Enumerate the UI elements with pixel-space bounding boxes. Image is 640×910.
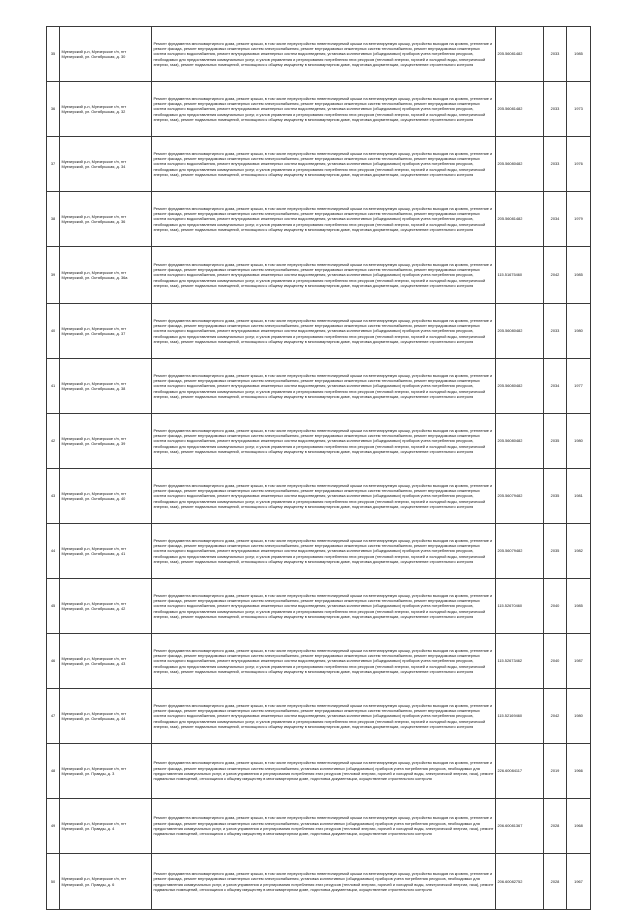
table-row [47,414,591,469]
planned-year-cell: 2042 [544,689,567,744]
address-cell: Муезерский р-н, Муезерское г/п, пгт Муезерский, ул. Октябрьская, д. 30 [60,27,152,82]
planned-year-cell: 2033 [544,27,567,82]
row-number-cell: 38 [47,192,60,247]
area-value-cell: 115.52670460 [496,579,544,634]
planned-year-cell: 2035 [544,524,567,579]
row-number-cell: 37 [47,137,60,192]
area-value-cell: 115.52673462 [496,634,544,689]
row-number-cell: 47 [47,689,60,744]
build-year-cell: 1980 [567,689,591,744]
row-number-cell: 40 [47,304,60,359]
table-row [47,469,591,524]
area-value-cell: 206.60081367 [496,799,544,854]
area-value-cell: 205.56081482 [496,192,544,247]
address-cell: Муезерский р-н, Муезерское г/п, пгт Муезерский, ул. Октябрьская, д. 43 [60,634,152,689]
works-description-cell: Ремонт фундамента многоквартирного дома, ремонт крыши, в том числе переустройство невентилируемой крыши на вентилируемую крышу, устройство выходов на кровлю, утепление и ремонт фасада, ремонт внутридомовых инженерных систем электроснабжения, ремонт внутридомовых инженерных систем теплоснабжения, ремонт внутридомовых инженерных систем холодного водоснабжения, ремонт внутридомовых инженерных систем водоотведения, установка коллективных (общедомовых) приборов учета потребления ресурсов, необходимых для предоставления коммунальных услуг, и узлов управления и регулирования потребления этих ресурсов (тепловой энергии, горячей и холодной воды, электрической энергии, газа), ремонт подвальных помещений, относящихся к общему имуществу в многоквартирном доме, подготовка документации, осуществление строительного контроля [152,27,496,82]
address-cell: Муезерский р-н, Муезерское г/п, пгт Муезерский, ул. Октябрьская, д. 41 [60,524,152,579]
works-description-cell: Ремонт фундамента многоквартирного дома, ремонт крыши, в том числе переустройство невентилируемой крыши на вентилируемую крышу, устройство выходов на кровлю, утепление и ремонт фасада, ремонт внутридомовых инженерных систем электроснабжения, установка коллективных (общедомовых) приборов учета потребления ресурсов, необходимых для предоставления коммунальных услуг, и узлов управления и регулирования потребления этих ресурсов (тепловой энергии, горячей и холодной воды, электрической энергии, газа), ремонт подвальных помещений, относящихся к общему имуществу в многоквартирном доме, подготовка документации, осуществление строительного контроля [152,744,496,799]
planned-year-cell: 2042 [544,247,567,304]
table-row [47,799,591,854]
address-cell: Муезерский р-н, Муезерское г/п, пгт Муезерский, ул. Октябрьская, д. 40 [60,469,152,524]
area-value-cell: 205.56080482 [496,414,544,469]
build-year-cell: 1987 [567,634,591,689]
works-description-cell: Ремонт фундамента многоквартирного дома, ремонт крыши, в том числе переустройство невентилируемой крыши на вентилируемую крышу, устройство выходов на кровлю, утепление и ремонт фасада, ремонт внутридомовых инженерных систем электроснабжения, ремонт внутридомовых инженерных систем теплоснабжения, ремонт внутридомовых инженерных систем холодного водоснабжения, ремонт внутридомовых инженерных систем водоотведения, установка коллективных (общедомовых) приборов учета потребления ресурсов, необходимых для предоставления коммунальных услуг, и узлов управления и регулирования потребления этих ресурсов (тепловой энергии, горячей и холодной воды, электрической энергии, газа), ремонт подвальных помещений, относящихся к общему имуществу в многоквартирном доме, подготовка документации, осуществление строительного контроля [152,137,496,192]
area-value-cell: 205.56080482 [496,304,544,359]
table-row [47,744,591,799]
build-year-cell: 1976 [567,137,591,192]
build-year-cell: 1985 [567,27,591,82]
row-number-cell: 50 [47,854,60,910]
works-description-cell: Ремонт фундамента многоквартирного дома, ремонт крыши, в том числе переустройство невентилируемой крыши на вентилируемую крышу, устройство выходов на кровлю, утепление и ремонт фасада, ремонт внутридомовых инженерных систем электроснабжения, ремонт внутридомовых инженерных систем теплоснабжения, ремонт внутридомовых инженерных систем холодного водоснабжения, ремонт внутридомовых инженерных систем водоотведения, установка коллективных (общедомовых) приборов учета потребления ресурсов, необходимых для предоставления коммунальных услуг, и узлов управления и регулирования потребления этих ресурсов (тепловой энергии, горячей и холодной воды, электрической энергии, газа), ремонт подвальных помещений, относящихся к общему имуществу в многоквартирном доме, подготовка документации, осуществление строительного контроля [152,247,496,304]
address-cell: Муезерский р-н, Муезерское г/п, пгт Муезерский, ул. Правды, д. 6 [60,854,152,910]
address-cell: Муезерский р-н, Муезерское г/п, пгт Муезерский, ул. Октябрьская, д. 39 [60,414,152,469]
planned-year-cell: 2034 [544,192,567,247]
address-cell: Муезерский р-н, Муезерское г/п, пгт Муезерский, ул. Октябрьская, д. 36 [60,192,152,247]
area-value-cell: 205.56081482 [496,27,544,82]
row-number-cell: 43 [47,469,60,524]
area-value-cell: 115.51675460 [496,247,544,304]
planned-year-cell: 2033 [544,304,567,359]
build-year-cell: 1977 [567,359,591,414]
table-row [47,137,591,192]
row-number-cell: 35 [47,27,60,82]
address-cell: Муезерский р-н, Муезерское г/п, пгт Муезерский, ул. Октябрьская, д. 44 [60,689,152,744]
address-cell: Муезерский р-н, Муезерское г/п, пгт Муезерский, ул. Правды, д. 3 [60,744,152,799]
row-number-cell: 41 [47,359,60,414]
table-row [47,854,591,910]
build-year-cell: 1985 [567,247,591,304]
area-value-cell: 226.60084117 [496,744,544,799]
housing-repair-table-page [46,26,590,910]
row-number-cell: 36 [47,82,60,137]
row-number-cell: 42 [47,414,60,469]
build-year-cell: 1973 [567,82,591,137]
planned-year-cell: 2035 [544,469,567,524]
table-row [47,27,591,82]
build-year-cell: 1985 [567,579,591,634]
planned-year-cell: 2028 [544,854,567,910]
works-description-cell: Ремонт фундамента многоквартирного дома, ремонт крыши, в том числе переустройство невентилируемой крыши на вентилируемую крышу, устройство выходов на кровлю, утепление и ремонт фасада, ремонт внутридомовых инженерных систем электроснабжения, ремонт внутридомовых инженерных систем теплоснабжения, ремонт внутридомовых инженерных систем холодного водоснабжения, ремонт внутридомовых инженерных систем водоотведения, установка коллективных (общедомовых) приборов учета потребления ресурсов, необходимых для предоставления коммунальных услуг, и узлов управления и регулирования потребления этих ресурсов (тепловой энергии, горячей и холодной воды, электрической энергии, газа), ремонт подвальных помещений, относящихся к общему имуществу в многоквартирном доме, подготовка документации, осуществление строительного контроля [152,634,496,689]
table-row [47,304,591,359]
planned-year-cell: 2035 [544,414,567,469]
planned-year-cell: 2034 [544,359,567,414]
row-number-cell: 44 [47,524,60,579]
row-number-cell: 46 [47,634,60,689]
address-cell: Муезерский р-н, Муезерское г/п, пгт Муезерский, ул. Правды, д. 4 [60,799,152,854]
table-row [47,192,591,247]
table-row [47,524,591,579]
table-row [47,634,591,689]
planned-year-cell: 2028 [544,799,567,854]
row-number-cell: 39 [47,247,60,304]
table-row [47,247,591,304]
table-row [47,689,591,744]
works-description-cell: Ремонт фундамента многоквартирного дома, ремонт крыши, в том числе переустройство невентилируемой крыши на вентилируемую крышу, устройство выходов на кровлю, утепление и ремонт фасада, ремонт внутридомовых инженерных систем электроснабжения, ремонт внутридомовых инженерных систем теплоснабжения, ремонт внутридомовых инженерных систем холодного водоснабжения, ремонт внутридомовых инженерных систем водоотведения, установка коллективных (общедомовых) приборов учета потребления ресурсов, необходимых для предоставления коммунальных услуг, и узлов управления и регулирования потребления этих ресурсов (тепловой энергии, горячей и холодной воды, электрической энергии, газа), ремонт подвальных помещений, относящихся к общему имуществу в многоквартирном доме, подготовка документации, осуществление строительного контроля [152,359,496,414]
address-cell: Муезерский р-н, Муезерское г/п, пгт Муезерский, ул. Октябрьская, д. 37 [60,304,152,359]
build-year-cell: 1981 [567,469,591,524]
address-cell: Муезерский р-н, Муезерское г/п, пгт Муезерский, ул. Октябрьская, д. 32 [60,82,152,137]
build-year-cell: 1967 [567,854,591,910]
table-body [47,27,591,910]
table-row [47,579,591,634]
table-row [47,359,591,414]
address-cell: Муезерский р-н, Муезерское г/п, пгт Муезерский, ул. Октябрьская, д. 42 [60,579,152,634]
address-cell: Муезерский р-н, Муезерское г/п, пгт Муезерский, ул. Октябрьская, д. 38 [60,359,152,414]
build-year-cell: 1966 [567,744,591,799]
address-cell: Муезерский р-н, Муезерское г/п, пгт Муезерский, ул. Октябрьская, д. 36а [60,247,152,304]
planned-year-cell: 2019 [544,744,567,799]
works-description-cell: Ремонт фундамента многоквартирного дома, ремонт крыши, в том числе переустройство невентилируемой крыши на вентилируемую крышу, устройство выходов на кровлю, утепление и ремонт фасада, ремонт внутридомовых инженерных систем электроснабжения, ремонт внутридомовых инженерных систем теплоснабжения, ремонт внутридомовых инженерных систем холодного водоснабжения, ремонт внутридомовых инженерных систем водоотведения, установка коллективных (общедомовых) приборов учета потребления ресурсов, необходимых для предоставления коммунальных услуг, и узлов управления и регулирования потребления этих ресурсов (тепловой энергии, горячей и холодной воды, электрической энергии, газа), ремонт подвальных помещений, относящихся к общему имуществу в многоквартирном доме, подготовка документации, осуществление строительного контроля [152,192,496,247]
area-value-cell: 205.56081482 [496,82,544,137]
works-description-cell: Ремонт фундамента многоквартирного дома, ремонт крыши, в том числе переустройство невентилируемой крыши на вентилируемую крышу, устройство выходов на кровлю, утепление и ремонт фасада, ремонт внутридомовых инженерных систем электроснабжения, установка коллективных (общедомовых) приборов учета потребления ресурсов, необходимых для предоставления коммунальных услуг, и узлов управления и регулирования потребления этих ресурсов (тепловой энергии, горячей и холодной воды, электрической энергии, газа), ремонт подвальных помещений, относящихся к общему имуществу в многоквартирном доме, подготовка документации, осуществление строительного контроля [152,854,496,910]
area-value-cell: 205.56080482 [496,359,544,414]
planned-year-cell: 2033 [544,82,567,137]
planned-year-cell: 2040 [544,579,567,634]
build-year-cell: 1979 [567,192,591,247]
works-description-cell: Ремонт фундамента многоквартирного дома, ремонт крыши, в том числе переустройство невентилируемой крыши на вентилируемую крышу, устройство выходов на кровлю, утепление и ремонт фасада, ремонт внутридомовых инженерных систем электроснабжения, установка коллективных (общедомовых) приборов учета потребления ресурсов, необходимых для предоставления коммунальных услуг, и узлов управления и регулирования потребления этих ресурсов (тепловой энергии, горячей и холодной воды, электрической энергии, газа), ремонт подвальных помещений, относящихся к общему имуществу в многоквартирном доме, подготовка документации, осуществление строительного контроля [152,799,496,854]
table-row [47,82,591,137]
planned-year-cell: 2033 [544,137,567,192]
area-value-cell: 205.56080482 [496,137,544,192]
build-year-cell: 1968 [567,799,591,854]
row-number-cell: 45 [47,579,60,634]
area-value-cell: 206.60082752 [496,854,544,910]
works-description-cell: Ремонт фундамента многоквартирного дома, ремонт крыши, в том числе переустройство невентилируемой крыши на вентилируемую крышу, устройство выходов на кровлю, утепление и ремонт фасада, ремонт внутридомовых инженерных систем электроснабжения, ремонт внутридомовых инженерных систем теплоснабжения, ремонт внутридомовых инженерных систем холодного водоснабжения, ремонт внутридомовых инженерных систем водоотведения, установка коллективных (общедомовых) приборов учета потребления ресурсов, необходимых для предоставления коммунальных услуг, и узлов управления и регулирования потребления этих ресурсов (тепловой энергии, горячей и холодной воды, электрической энергии, газа), ремонт подвальных помещений, относящихся к общему имуществу в многоквартирном доме, подготовка документации, осуществление строительного контроля [152,414,496,469]
works-description-cell: Ремонт фундамента многоквартирного дома, ремонт крыши, в том числе переустройство невентилируемой крыши на вентилируемую крышу, устройство выходов на кровлю, утепление и ремонт фасада, ремонт внутридомовых инженерных систем электроснабжения, ремонт внутридомовых инженерных систем теплоснабжения, ремонт внутридомовых инженерных систем холодного водоснабжения, ремонт внутридомовых инженерных систем водоотведения, установка коллективных (общедомовых) приборов учета потребления ресурсов, необходимых для предоставления коммунальных услуг, и узлов управления и регулирования потребления этих ресурсов (тепловой энергии, горячей и холодной воды, электрической энергии, газа), ремонт подвальных помещений, относящихся к общему имуществу в многоквартирном доме, подготовка документации, осуществление строительного контроля [152,689,496,744]
address-cell: Муезерский р-н, Муезерское г/п, пгт Муезерский, ул. Октябрьская, д. 34 [60,137,152,192]
row-number-cell: 48 [47,744,60,799]
planned-year-cell: 2040 [544,634,567,689]
works-description-cell: Ремонт фундамента многоквартирного дома, ремонт крыши, в том числе переустройство невентилируемой крыши на вентилируемую крышу, устройство выходов на кровлю, утепление и ремонт фасада, ремонт внутридомовых инженерных систем электроснабжения, ремонт внутридомовых инженерных систем теплоснабжения, ремонт внутридомовых инженерных систем холодного водоснабжения, ремонт внутридомовых инженерных систем водоотведения, установка коллективных (общедомовых) приборов учета потребления ресурсов, необходимых для предоставления коммунальных услуг, и узлов управления и регулирования потребления этих ресурсов (тепловой энергии, горячей и холодной воды, электрической энергии, газа), ремонт подвальных помещений, относящихся к общему имуществу в многоквартирном доме, подготовка документации, осуществление строительного контроля [152,579,496,634]
build-year-cell: 1980 [567,304,591,359]
area-value-cell: 115.52169460 [496,689,544,744]
works-description-cell: Ремонт фундамента многоквартирного дома, ремонт крыши, в том числе переустройство невентилируемой крыши на вентилируемую крышу, устройство выходов на кровлю, утепление и ремонт фасада, ремонт внутридомовых инженерных систем электроснабжения, ремонт внутридомовых инженерных систем теплоснабжения, ремонт внутридомовых инженерных систем холодного водоснабжения, ремонт внутридомовых инженерных систем водоотведения, установка коллективных (общедомовых) приборов учета потребления ресурсов, необходимых для предоставления коммунальных услуг, и узлов управления и регулирования потребления этих ресурсов (тепловой энергии, горячей и холодной воды, электрической энергии, газа), ремонт подвальных помещений, относящихся к общему имуществу в многоквартирном доме, подготовка документации, осуществление строительного контроля [152,469,496,524]
area-value-cell: 205.56079482 [496,524,544,579]
build-year-cell: 1982 [567,524,591,579]
repair-program-table [46,26,591,910]
works-description-cell: Ремонт фундамента многоквартирного дома, ремонт крыши, в том числе переустройство невентилируемой крыши на вентилируемую крышу, устройство выходов на кровлю, утепление и ремонт фасада, ремонт внутридомовых инженерных систем электроснабжения, ремонт внутридомовых инженерных систем теплоснабжения, ремонт внутридомовых инженерных систем холодного водоснабжения, ремонт внутридомовых инженерных систем водоотведения, установка коллективных (общедомовых) приборов учета потребления ресурсов, необходимых для предоставления коммунальных услуг, и узлов управления и регулирования потребления этих ресурсов (тепловой энергии, горячей и холодной воды, электрической энергии, газа), ремонт подвальных помещений, относящихся к общему имуществу в многоквартирном доме, подготовка документации, осуществление строительного контроля [152,82,496,137]
area-value-cell: 205.56079482 [496,469,544,524]
works-description-cell: Ремонт фундамента многоквартирного дома, ремонт крыши, в том числе переустройство невентилируемой крыши на вентилируемую крышу, устройство выходов на кровлю, утепление и ремонт фасада, ремонт внутридомовых инженерных систем электроснабжения, ремонт внутридомовых инженерных систем теплоснабжения, ремонт внутридомовых инженерных систем холодного водоснабжения, ремонт внутридомовых инженерных систем водоотведения, установка коллективных (общедомовых) приборов учета потребления ресурсов, необходимых для предоставления коммунальных услуг, и узлов управления и регулирования потребления этих ресурсов (тепловой энергии, горячей и холодной воды, электрической энергии, газа), ремонт подвальных помещений, относящихся к общему имуществу в многоквартирном доме, подготовка документации, осуществление строительного контроля [152,524,496,579]
row-number-cell: 49 [47,799,60,854]
works-description-cell: Ремонт фундамента многоквартирного дома, ремонт крыши, в том числе переустройство невентилируемой крыши на вентилируемую крышу, устройство выходов на кровлю, утепление и ремонт фасада, ремонт внутридомовых инженерных систем электроснабжения, ремонт внутридомовых инженерных систем теплоснабжения, ремонт внутридомовых инженерных систем холодного водоснабжения, ремонт внутридомовых инженерных систем водоотведения, установка коллективных (общедомовых) приборов учета потребления ресурсов, необходимых для предоставления коммунальных услуг, и узлов управления и регулирования потребления этих ресурсов (тепловой энергии, горячей и холодной воды, электрической энергии, газа), ремонт подвальных помещений, относящихся к общему имуществу в многоквартирном доме, подготовка документации, осуществление строительного контроля [152,304,496,359]
build-year-cell: 1980 [567,414,591,469]
